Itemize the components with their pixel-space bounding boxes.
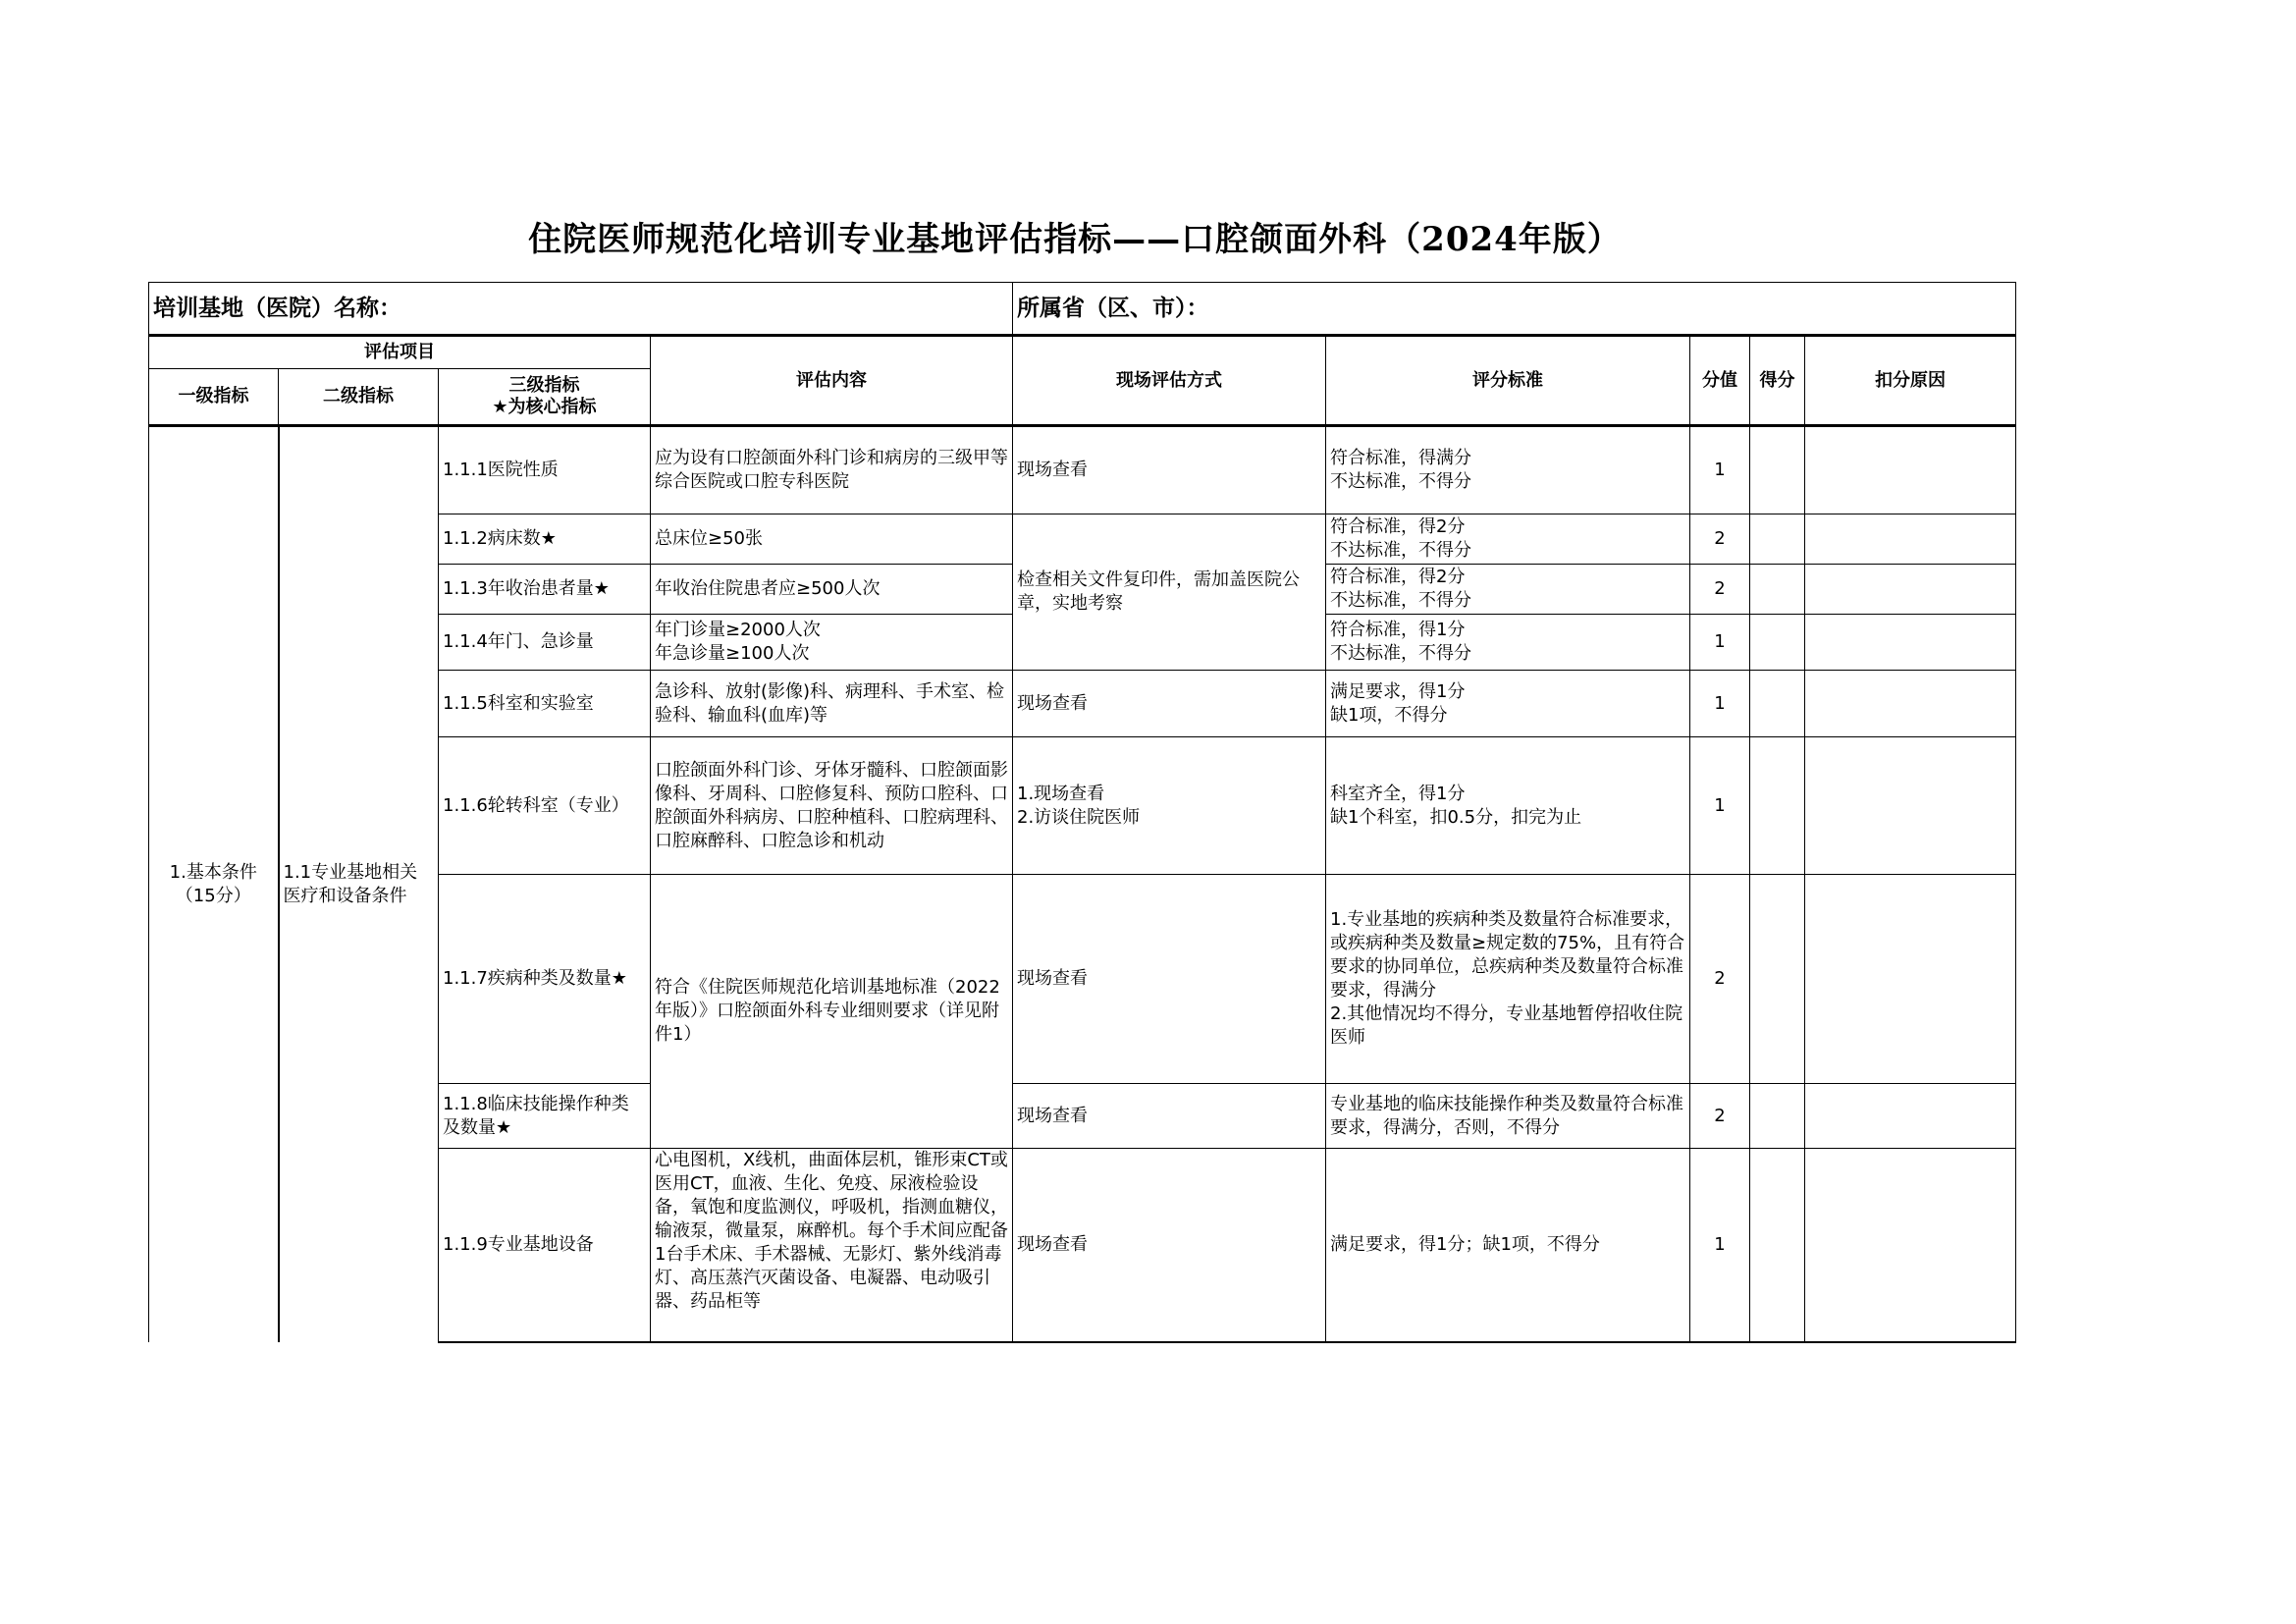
content-text: 心电图机，X线机，曲面体层机，锥形束CT或医用CT，血液、生化、免疫、尿液检验设备，氧饱和度监测仪，呼吸机，指测血糖仪，输液泵，微量泵，麻醉机。每个手术间应配备1台手术床、手术器械、无影灯、紫外线消毒灯、高压蒸汽灭菌设备、电凝器、电动吸引器、药品柜等: [655, 1150, 1008, 1312]
header-level2: 二级指标: [279, 369, 439, 426]
page-title: 住院医师规范化培训专业基地评估指标——口腔颌面外科（2024年版）: [528, 220, 1622, 259]
header-level1: 一级指标: [149, 369, 279, 426]
level1-line1: 1.基本条件: [169, 862, 257, 883]
criteria-line: 符合标准，得2分: [1330, 516, 1466, 537]
content-cell: 总床位≥50张: [651, 514, 1013, 565]
criteria-line: 缺1个科室，扣0.5分，扣完为止: [1330, 806, 1582, 828]
criteria-cell: 满足要求，得1分；缺1项，不得分: [1326, 1149, 1690, 1343]
criteria-line: 满足要求，得1分: [1330, 680, 1466, 702]
reason-input[interactable]: [1805, 1149, 2016, 1343]
reason-input[interactable]: [1805, 1084, 2016, 1149]
evaluation-table: [148, 282, 2016, 1343]
score-input[interactable]: [1750, 426, 1805, 514]
method-cell-shared: 检查相关文件复印件，需加盖医院公章，实地考察: [1013, 514, 1326, 671]
criteria-line: 不达标准，不得分: [1330, 471, 1471, 492]
criteria-line: 不达标准，不得分: [1330, 643, 1471, 664]
content-cell: 急诊科、放射(影像)科、病理科、手术室、检验科、输血科(血库)等: [651, 671, 1013, 737]
criteria-line: 符合标准，得1分: [1330, 620, 1466, 640]
header-row-1: [149, 336, 2016, 369]
l3-cell: 1.1.8临床技能操作种类及数量★: [439, 1084, 651, 1149]
criteria-line: 1.专业基地的疾病种类及数量符合标准要求，或疾病种类及数量≥规定数的75%，且有符合要求的协同单位，总疾病种类及数量符合标准要求，得满分: [1330, 909, 1685, 1001]
base-name-field[interactable]: 培训基地（医院）名称：: [149, 283, 1013, 336]
method-line: 1.现场查看: [1017, 783, 1105, 804]
province-field[interactable]: 所属省（区、市）：: [1013, 283, 2016, 336]
header-level3: [439, 369, 651, 426]
points-cell: 2: [1690, 1084, 1750, 1149]
level1-line2: （15分）: [175, 886, 251, 906]
content-cell-shared: 符合《住院医师规范化培训基地标准（2022年版）》口腔颌面外科专业细则要求（详见附件1）: [651, 875, 1013, 1149]
method-line: 2.访谈住院医师: [1017, 806, 1141, 828]
reason-input[interactable]: [1805, 565, 2016, 615]
reason-input[interactable]: [1805, 737, 2016, 875]
criteria-cell: [1326, 875, 1690, 1084]
method-cell: 现场查看: [1013, 875, 1326, 1084]
content-cell: [651, 1149, 1013, 1343]
method-cell: 现场查看: [1013, 671, 1326, 737]
header-level3-line2: ★为核心指标: [492, 397, 597, 417]
points-cell: 1: [1690, 1149, 1750, 1343]
criteria-cell: 专业基地的临床技能操作种类及数量符合标准要求，得满分，否则，不得分: [1326, 1084, 1690, 1149]
l3-cell: 1.1.3年收治患者量★: [439, 565, 651, 615]
criteria-cell: [1326, 565, 1690, 615]
score-input[interactable]: [1750, 1084, 1805, 1149]
header-criteria: 评分标准: [1326, 336, 1690, 426]
points-cell: 1: [1690, 737, 1750, 875]
l3-cell: 1.1.5科室和实验室: [439, 671, 651, 737]
header-score: 得分: [1750, 336, 1805, 426]
reason-input[interactable]: [1805, 514, 2016, 565]
points-cell: 2: [1690, 565, 1750, 615]
reason-input[interactable]: [1805, 875, 2016, 1084]
criteria-cell: [1326, 426, 1690, 514]
method-cell: 现场查看: [1013, 426, 1326, 514]
content-cell: [651, 615, 1013, 671]
criteria-line: 符合标准，得2分: [1330, 567, 1466, 587]
criteria-line: 科室齐全，得1分: [1330, 783, 1466, 804]
header-content: 评估内容: [651, 336, 1013, 426]
method-cell: [1013, 737, 1326, 875]
criteria-cell: [1326, 615, 1690, 671]
score-input[interactable]: [1750, 1149, 1805, 1343]
content-cell: 年收治住院患者应≥500人次: [651, 565, 1013, 615]
criteria-cell: [1326, 737, 1690, 875]
criteria-line: 缺1项，不得分: [1330, 704, 1448, 726]
reason-input[interactable]: [1805, 426, 2016, 514]
content-line: 年门诊量≥2000人次: [655, 620, 821, 640]
content-cell: 应为设有口腔颌面外科门诊和病房的三级甲等综合医院或口腔专科医院: [651, 426, 1013, 514]
points-cell: 1: [1690, 426, 1750, 514]
header-method: 现场评估方式: [1013, 336, 1326, 426]
score-input[interactable]: [1750, 514, 1805, 565]
header-reason: 扣分原因: [1805, 336, 2016, 426]
header-points: 分值: [1690, 336, 1750, 426]
header-eval-items: 评估项目: [149, 336, 651, 369]
l3-cell: 1.1.4年门、急诊量: [439, 615, 651, 671]
header-level3-line1: 三级指标: [508, 375, 580, 396]
criteria-line: 不达标准，不得分: [1330, 590, 1471, 611]
reason-input[interactable]: [1805, 671, 2016, 737]
l3-cell: 1.1.1医院性质: [439, 426, 651, 514]
score-input[interactable]: [1750, 671, 1805, 737]
points-cell: 2: [1690, 875, 1750, 1084]
l3-cell: 1.1.2病床数★: [439, 514, 651, 565]
criteria-line: 2.其他情况均不得分，专业基地暂停招收住院医师: [1330, 1003, 1683, 1048]
score-input[interactable]: [1750, 565, 1805, 615]
reason-input[interactable]: [1805, 615, 2016, 671]
l3-cell: 1.1.7疾病种类及数量★: [439, 875, 651, 1084]
content-cell: 口腔颌面外科门诊、牙体牙髓科、口腔颌面影像科、牙周科、口腔修复科、预防口腔科、口腔颌面外科病房、口腔种植科、口腔病理科、口腔麻醉科、口腔急诊和机动: [651, 737, 1013, 875]
level2-cell: 1.1专业基地相关医疗和设备条件: [279, 426, 439, 1343]
content-line: 年急诊量≥100人次: [655, 643, 810, 664]
criteria-cell: [1326, 514, 1690, 565]
table-row: [149, 426, 2016, 514]
l3-cell: 1.1.6轮转科室（专业）: [439, 737, 651, 875]
points-cell: 1: [1690, 615, 1750, 671]
info-row: [149, 283, 2016, 336]
score-input[interactable]: [1750, 615, 1805, 671]
score-input[interactable]: [1750, 737, 1805, 875]
l3-cell: 1.1.9专业基地设备: [439, 1149, 651, 1343]
criteria-line: 符合标准，得满分: [1330, 448, 1471, 468]
criteria-cell: [1326, 671, 1690, 737]
score-input[interactable]: [1750, 875, 1805, 1084]
criteria-line: 不达标准，不得分: [1330, 540, 1471, 561]
points-cell: 1: [1690, 671, 1750, 737]
level1-cell: [149, 426, 279, 1343]
method-cell: 现场查看: [1013, 1149, 1326, 1343]
method-cell: 现场查看: [1013, 1084, 1326, 1149]
points-cell: 2: [1690, 514, 1750, 565]
